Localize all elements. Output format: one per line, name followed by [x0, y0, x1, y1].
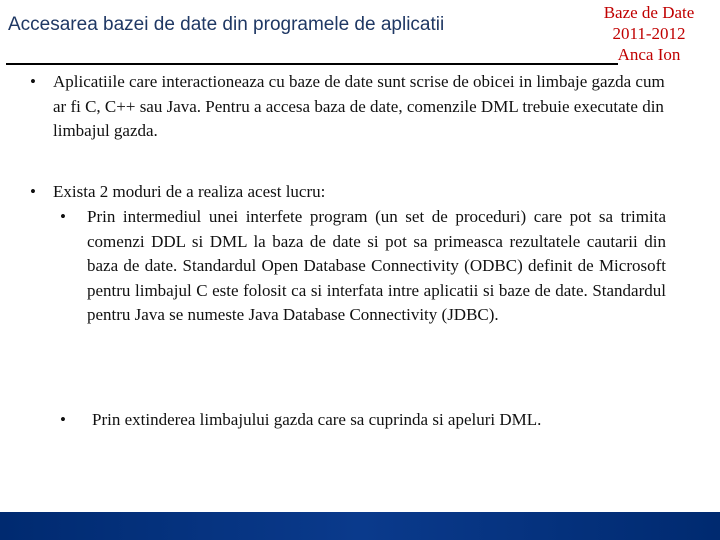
bullet-text: Prin extinderea limbajului gazda care sa cuprinda si apeluri DML.: [92, 410, 542, 429]
course-name: Baze de Date: [603, 3, 695, 22]
bullet-marker: •: [60, 410, 66, 429]
footer-bar: [0, 512, 720, 540]
bullet-text: Prin intermediul unei interfete program (un set de proceduri) care pot sa trimita comenzi DDL si DML la baza de date si pot sa primeasca rezultatele cautarii din baza de date. Standardul Open Database Connectivity (ODBC) definit de Microsoft pentru limbajul C este folosit ca si interfata intre aplicatii si baze de date. Standardul pentru Java se numeste Java Database Connectivity (JDBC).: [87, 207, 666, 324]
course-label: [584, 2, 714, 65]
bullet-marker: •: [30, 72, 36, 91]
bullet-text: Exista 2 moduri de a realiza acest lucru:: [53, 182, 326, 201]
course-author: Anca Ion: [617, 45, 681, 64]
course-years: 2011-2012: [612, 24, 686, 43]
bullet-marker: •: [60, 207, 66, 226]
title-underline: [6, 63, 618, 65]
bullet-marker: •: [30, 182, 36, 201]
slide-title: Accesarea bazei de date din programele de aplicatii: [8, 14, 445, 35]
bullet-text: Aplicatiile care interactioneaza cu baze de date sunt scrise de obicei in limbaje gazda cum ar fi C, C++ sau Java. Pentru a accesa baza de date, comenzile DML trebuie executate din limbajul gazda.: [53, 72, 665, 140]
